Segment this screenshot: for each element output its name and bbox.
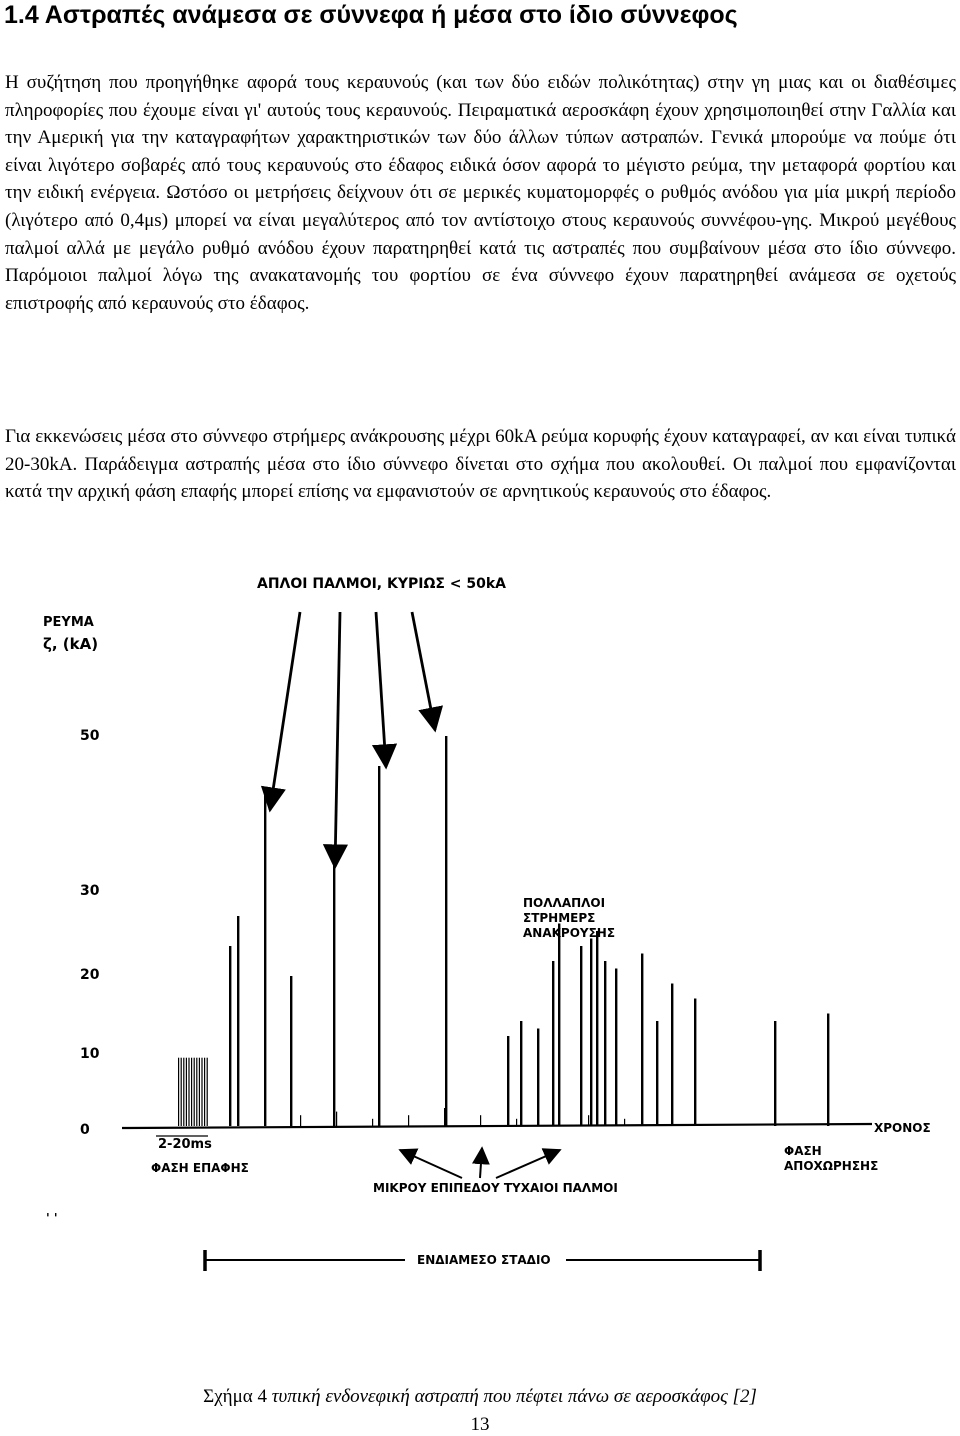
main-pulse [596,931,598,1126]
figure-title: ΑΠΛΟΙ ΠΑΛΜΟΙ, ΚΥΡΙΩΣ < 50kA [257,576,507,592]
multiple-streamers-label-line2: ΣΤΡΗΜΕΡΣ [523,911,596,925]
main-pulse [378,766,380,1126]
y-tick-30: 30 [80,883,100,899]
random-pulse [372,1119,373,1126]
arrow-to-pulse-7 [412,612,435,730]
random-pulse [552,1112,553,1126]
main-pulse [641,954,643,1127]
random-pulse [480,1115,481,1126]
main-pulse [656,1021,658,1126]
x-axis-label: ΧΡΟΝΟΣ [874,1121,931,1135]
main-pulse [590,939,592,1127]
withdrawal-phase-label-line1: ΦΑΣΗ [784,1144,822,1158]
y-tick-50: 50 [80,728,100,744]
intermediate-stage-label: ΕΝΔΙΑΜΕΣΟ ΣΤΑΔΙΟ [417,1253,551,1267]
y-axis-label-line1: ΡΕΥΜΑ [43,615,94,630]
contact-pulse [178,1058,179,1126]
arrow-random-middle [480,1148,482,1178]
lightning-current-figure [0,560,960,1220]
contact-pulse [199,1058,200,1126]
section-heading: 1.4 Αστραπές ανάμεσα σε σύννεφα ή μέσα στο ίδιο σύννεφος [4,1,738,29]
main-pulse [552,961,554,1126]
main-pulse [580,946,582,1126]
main-pulse [264,789,266,1127]
random-pulse [300,1115,301,1126]
y-tick-20: 20 [80,967,100,983]
contact-pulse [196,1058,197,1126]
main-pulse [827,1014,829,1127]
main-pulse [604,961,606,1126]
main-pulse [237,916,239,1126]
figure-caption [0,1386,960,1408]
main-pulse [520,1021,522,1126]
contact-pulse [181,1058,182,1126]
arrow-random-right [496,1150,560,1178]
y-axis-label-line2: ζ, (kA) [43,635,99,653]
arrow-random-left [400,1150,462,1178]
contact-pulse [207,1058,208,1126]
main-pulse [290,976,292,1126]
contact-pulse [188,1058,189,1126]
stray-mark: ' ' [46,1211,58,1220]
random-pulse [516,1119,517,1126]
contact-duration-label: 2-20ms [158,1137,212,1152]
random-pulse [408,1115,409,1126]
main-pulse [537,1029,539,1127]
main-pulse [445,736,447,1126]
y-tick-10: 10 [80,1046,100,1062]
arrow-to-pulse-6 [376,612,386,767]
main-pulse [774,1021,776,1126]
random-pulse [336,1112,337,1126]
multiple-streamers-label-line3: ΑΝΑΚΡΟΥΣΗΣ [523,926,616,940]
main-pulse [615,969,617,1127]
body-paragraph-1: Η συζήτηση που προηγήθηκε αφορά τους κεραυνούς (και των δύο ειδών πολικότητας) στην γη μιας και οι διαθέσιμες πληροφορίες που έχουμε είναι γι' αυτούς τους κεραυνούς. Πειραματικά αεροσκάφη έχουν χρησιμοποιηθεί στην Γαλλία και την Αμερική για την καταγραφήτων χαρακτηριστικών των δύο άλλων τύπων αστραπών. Γενικά μπορούμε να πούμε ότι είναι λιγότερο σοβαρές από τους κεραυνούς στο έδαφος ειδικά όσον αφορά το μέγιστο ρεύμα, την μεταφορά φορτίου και την ειδική ενέργεια. Ωστόσο οι μετρήσεις δείχνουν ότι σε μερικές κυματομορφές ο ρυθμός ανόδου για μία μικρή περίοδο (λιγότερο από 0,4μs) μπορεί να είναι μεγαλύτερος από τον αντίστοιχο στους κεραυνούς συννέφου-γης. Μικρού μεγέθους παλμοί αλλά με μεγάλο ρυθμό ανόδου έχουν παρατηρηθεί κατά τις αστραπές που συμβαίνουν μέσα στο ίδιο σύννεφο. Παρόμοιοι παλμοί λόγω της ανακατανομής του φορτίου σε ένα σύννεφο έχουν παρατηρηθεί ανάμεσα σε οχετούς επιστροφής από κεραυνούς στο έδαφος. [5,72,956,314]
arrow-to-pulse-3 [270,612,300,810]
random-pulse [624,1119,625,1126]
contact-phase-pulses [178,1058,208,1126]
multiple-streamers-label-line1: ΠΟΛΛΑΠΛΟΙ [523,896,606,910]
main-pulse [694,999,696,1127]
main-pulse [333,849,335,1127]
contact-pulse [204,1058,205,1126]
caption-number: Σχήμα 4 [203,1386,267,1407]
arrow-to-pulse-5 [335,612,340,867]
main-pulse [671,984,673,1127]
y-tick-0: 0 [80,1122,90,1138]
contact-pulse [194,1058,195,1126]
contact-pulse [191,1058,192,1126]
body-paragraph-2: Για εκκενώσεις μέσα στο σύννεφο στρήμερς ανάκρουσης μέχρι 60kA ρεύμα κορυφής έχουν καταγραφεί, αν και είναι τυπικά 20-30kA. Παράδειγμα αστραπής μέσα στο ίδιο σύννεφο δίνεται στο σχήμα που ακολουθεί. Οι παλμοί που εμφανίζονται κατά την αρχική φάση επαφής μπορεί επίσης να εμφανιστούν σε αρνητικούς κεραυνούς στο έδαφος. [5,426,956,503]
random-pulse [444,1108,445,1126]
random-pulse-series [300,1108,625,1126]
page-number: 13 [470,1414,490,1435]
intermediate-stage-bracket [0,1240,960,1280]
contact-pulse [186,1058,187,1126]
caption-text: τυπική ενδονεφική αστραπή που πέφτει πάνω σε αεροσκάφος [2] [271,1386,757,1407]
time-axis-line [122,1124,872,1128]
contact-phase-label: ΦΑΣΗ ΕΠΑΦΗΣ [151,1161,249,1175]
withdrawal-phase-label-line2: ΑΠΟΧΩΡΗΣΗΣ [784,1159,879,1173]
contact-pulse [201,1058,202,1126]
random-pulse [588,1115,589,1126]
random-pulses-label: ΜΙΚΡΟΥ ΕΠΙΠΕΔΟΥ ΤΥΧΑΙΟΙ ΠΑΛΜΟΙ [373,1181,618,1195]
main-pulse [507,1036,509,1126]
contact-pulse [183,1058,184,1126]
main-pulse [558,924,560,1127]
main-pulse [229,946,231,1126]
